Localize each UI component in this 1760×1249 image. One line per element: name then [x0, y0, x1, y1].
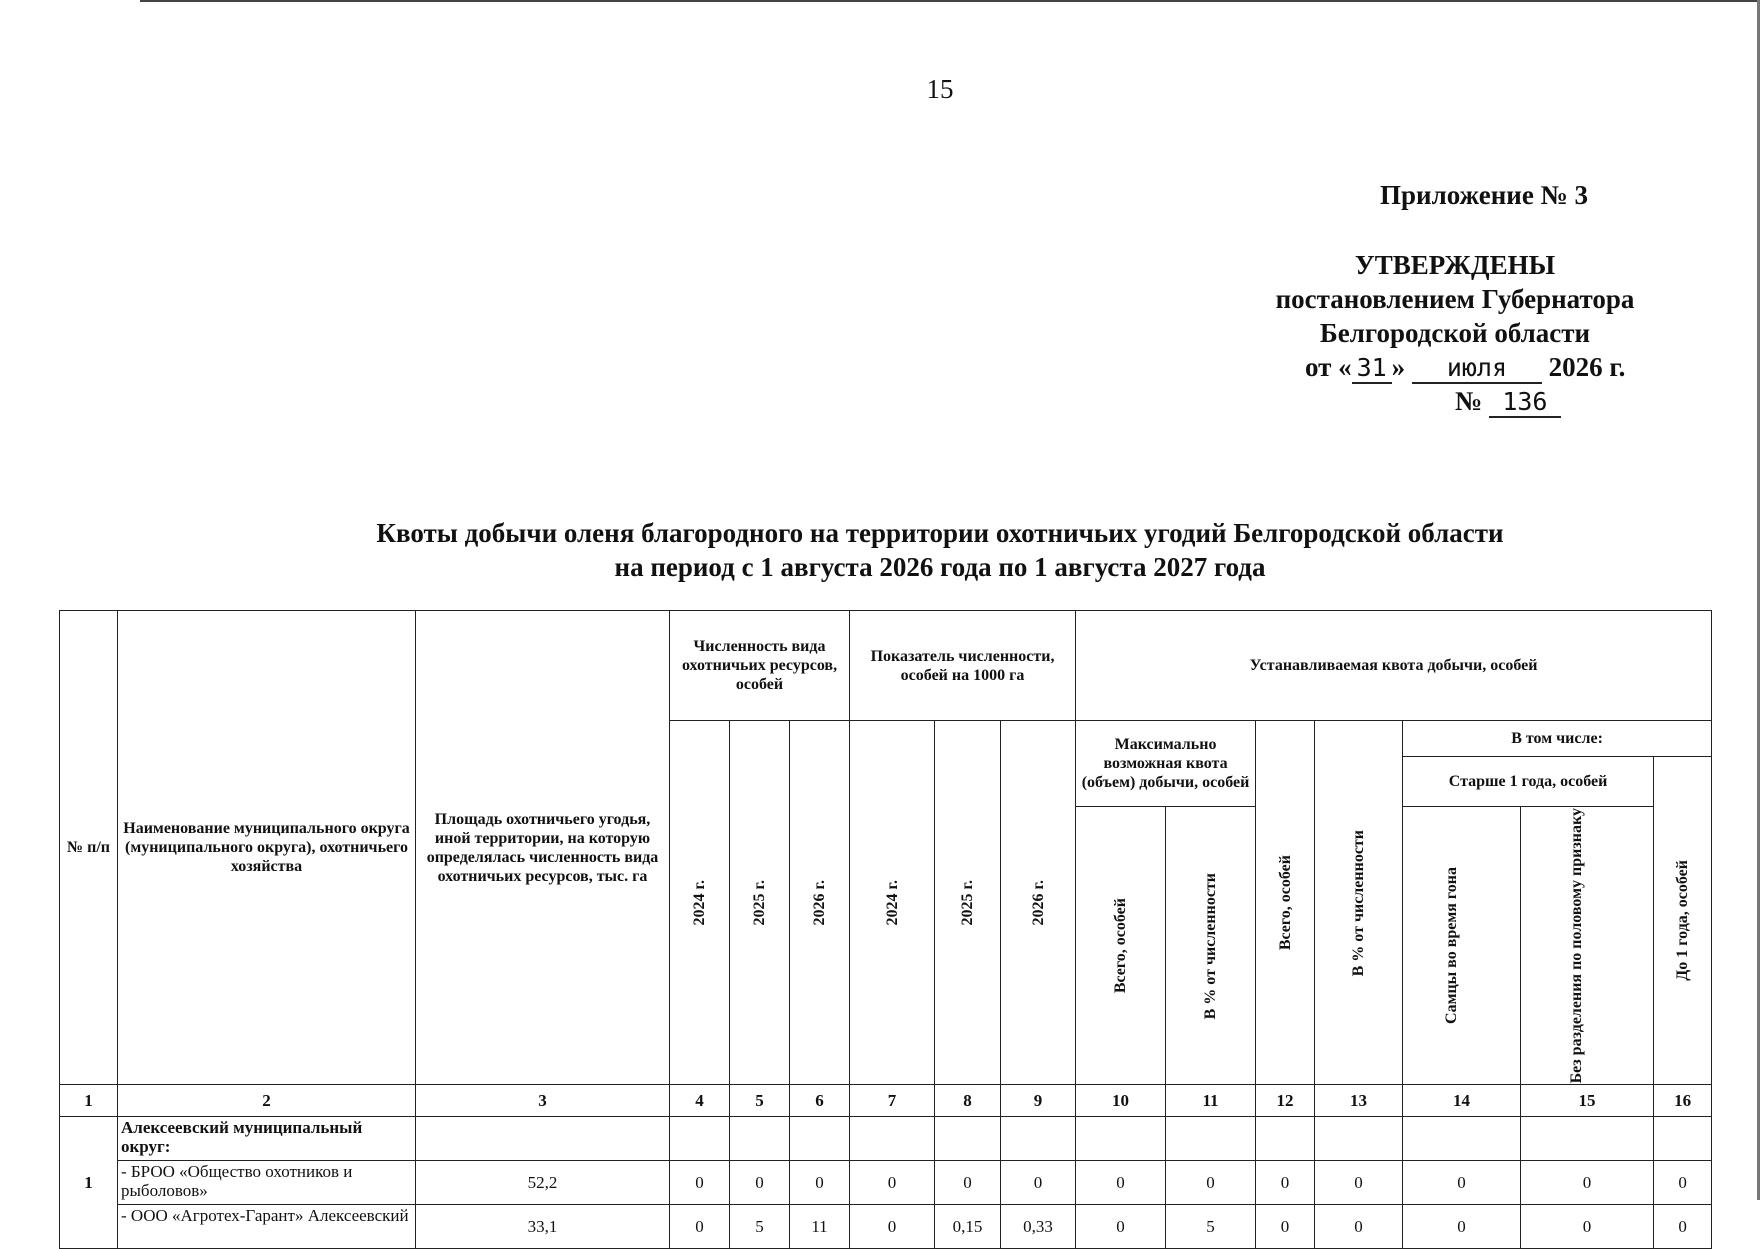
header-older: Старше 1 года, особей — [1403, 757, 1654, 807]
header-num: № п/п — [60, 611, 118, 1085]
top-border-line — [140, 0, 1760, 2]
col-number: 6 — [790, 1085, 850, 1117]
header-pop-2024 — [670, 721, 730, 1085]
number-prefix: № — [1455, 386, 1483, 416]
header-name: Наименование муниципального округа (муниципального округа), охотничьего хозяйства — [118, 611, 416, 1085]
empty-cell — [1076, 1117, 1166, 1161]
empty-cell — [1001, 1117, 1076, 1161]
col-number: 5 — [730, 1085, 790, 1117]
number-value: 136 — [1489, 388, 1561, 418]
row-cell: 0 — [1001, 1161, 1076, 1205]
header-including: В том числе: — [1403, 721, 1712, 757]
row-cell: 0 — [1403, 1205, 1521, 1249]
page-number: 15 — [926, 74, 954, 104]
header-pop-2026 — [790, 721, 850, 1085]
row-cell: 0 — [1076, 1205, 1166, 1249]
empty-cell — [1256, 1117, 1315, 1161]
row-cell: 0 — [730, 1161, 790, 1205]
empty-cell — [935, 1117, 1001, 1161]
header-males — [1403, 807, 1521, 1085]
header-den-2026-label: 2026 г. — [1029, 879, 1047, 926]
header-den-2026 — [1001, 721, 1076, 1085]
approval-date — [1305, 352, 1705, 384]
col-number: 4 — [670, 1085, 730, 1117]
col-number: 12 — [1256, 1085, 1315, 1117]
header-population: Численность вида охотничьих ресурсов, особей — [670, 611, 850, 721]
header-pop-2025-label: 2025 г. — [751, 879, 768, 926]
col-number: 8 — [935, 1085, 1001, 1117]
col-number: 1 — [60, 1085, 118, 1117]
row-cell: 0 — [1521, 1205, 1654, 1249]
approval-line-2: Белгородской области — [1319, 318, 1591, 348]
row-cell: 5 — [1166, 1205, 1256, 1249]
header-max-percent-label: В % от численности — [1202, 872, 1220, 1019]
header-den-2024-label: 2024 г. — [883, 879, 901, 926]
row-cell: 0,15 — [935, 1205, 1001, 1249]
empty-cell — [1315, 1117, 1403, 1161]
header-under1 — [1654, 757, 1712, 1085]
header-max-total — [1076, 807, 1166, 1085]
header-males-label: Самцы во время гона — [1442, 867, 1460, 1025]
empty-cell — [416, 1117, 670, 1161]
row-cell: 0 — [1403, 1161, 1521, 1205]
col-number: 15 — [1521, 1085, 1654, 1117]
header-total-label: Всего, особей — [1276, 855, 1294, 951]
group-number: 1 — [60, 1117, 118, 1249]
table-row — [60, 1161, 1712, 1205]
header-percent-label: В % от численности — [1350, 829, 1368, 976]
row-cell: 0 — [1166, 1161, 1256, 1205]
header-den-2025 — [935, 721, 1001, 1085]
row-cell: 0 — [1256, 1161, 1315, 1205]
empty-cell — [670, 1117, 730, 1161]
date-mid: » — [1391, 352, 1406, 382]
header-under1-label: До 1 года, особей — [1674, 860, 1692, 982]
header-quota: Устанавливаемая квота добычи, особей — [1076, 611, 1712, 721]
header-den-2025-label: 2025 г. — [959, 879, 977, 926]
date-month: июля — [1412, 354, 1542, 384]
header-max-total-label: Всего, особей — [1112, 898, 1130, 994]
approval-number — [1455, 386, 1655, 418]
group-name: Алексеевский муниципальный округ: — [118, 1117, 416, 1161]
row-cell: 11 — [790, 1205, 850, 1249]
col-number: 14 — [1403, 1085, 1521, 1117]
approval-line-1: постановлением Губернатора — [1275, 284, 1635, 314]
date-day: 31 — [1352, 354, 1392, 384]
header-area: Площадь охотничьего угодья, иной территории, на которую определялась численность вида охотничьих ресурсов, тыс. га — [416, 611, 670, 1085]
col-number: 10 — [1076, 1085, 1166, 1117]
approved-heading: УТВЕРЖДЕНЫ — [1354, 250, 1556, 280]
document-title-line-2: на период с 1 августа 2026 года по 1 августа 2027 года — [614, 552, 1266, 582]
empty-cell — [1654, 1117, 1712, 1161]
header-no-sex-label: Без разделения по половому признаку — [1568, 808, 1586, 1084]
empty-cell — [850, 1117, 935, 1161]
empty-cell — [1166, 1117, 1256, 1161]
row-cell: 0,33 — [1001, 1205, 1076, 1249]
header-total — [1256, 721, 1315, 1085]
date-prefix: от « — [1305, 352, 1352, 382]
col-number: 13 — [1315, 1085, 1403, 1117]
row-cell: 0 — [1654, 1205, 1712, 1249]
row-name: - БРОО «Общество охотников и рыболовов» — [118, 1161, 416, 1205]
header-pop-2025 — [730, 721, 790, 1085]
col-number: 7 — [850, 1085, 935, 1117]
quota-table — [59, 610, 1712, 1249]
header-pop-2026-label: 2026 г. — [811, 879, 828, 926]
row-area: 33,1 — [416, 1205, 670, 1249]
row-cell: 5 — [730, 1205, 790, 1249]
document-title-line-1: Квоты добычи оленя благородного на территории охотничьих угодий Белгородской области — [376, 518, 1504, 548]
table-row — [60, 1205, 1712, 1249]
row-cell: 0 — [1521, 1161, 1654, 1205]
col-number: 2 — [118, 1085, 416, 1117]
col-number: 9 — [1001, 1085, 1076, 1117]
row-cell: 0 — [1654, 1161, 1712, 1205]
row-cell: 0 — [850, 1205, 935, 1249]
date-year: 2026 г. — [1548, 352, 1626, 382]
group-row — [60, 1117, 1712, 1161]
row-cell: 0 — [1315, 1161, 1403, 1205]
header-row-1 — [60, 611, 1712, 721]
col-number: 3 — [416, 1085, 670, 1117]
empty-cell — [1521, 1117, 1654, 1161]
header-max-quota: Максимально возможная квота (объем) добычи, особей — [1076, 721, 1256, 807]
row-name: - ООО «Агротех-Гарант» Алексеевский — [118, 1205, 416, 1249]
row-cell: 0 — [1076, 1161, 1166, 1205]
header-max-percent — [1166, 807, 1256, 1085]
row-cell: 0 — [1315, 1205, 1403, 1249]
header-percent — [1315, 721, 1403, 1085]
empty-cell — [790, 1117, 850, 1161]
row-area: 52,2 — [416, 1161, 670, 1205]
empty-cell — [1403, 1117, 1521, 1161]
row-cell: 0 — [850, 1161, 935, 1205]
header-pop-2024-label: 2024 г. — [691, 879, 708, 926]
header-den-2024 — [850, 721, 935, 1085]
row-cell: 0 — [1256, 1205, 1315, 1249]
header-no-sex — [1521, 807, 1654, 1085]
row-cell: 0 — [935, 1161, 1001, 1205]
col-number: 16 — [1654, 1085, 1712, 1117]
column-number-row — [60, 1085, 1712, 1117]
row-cell: 0 — [790, 1161, 850, 1205]
header-density: Показатель численности, особей на 1000 га — [850, 611, 1076, 721]
empty-cell — [730, 1117, 790, 1161]
row-cell: 0 — [670, 1205, 730, 1249]
row-cell: 0 — [670, 1161, 730, 1205]
col-number: 11 — [1166, 1085, 1256, 1117]
appendix-label: Приложение № 3 — [1380, 180, 1588, 210]
